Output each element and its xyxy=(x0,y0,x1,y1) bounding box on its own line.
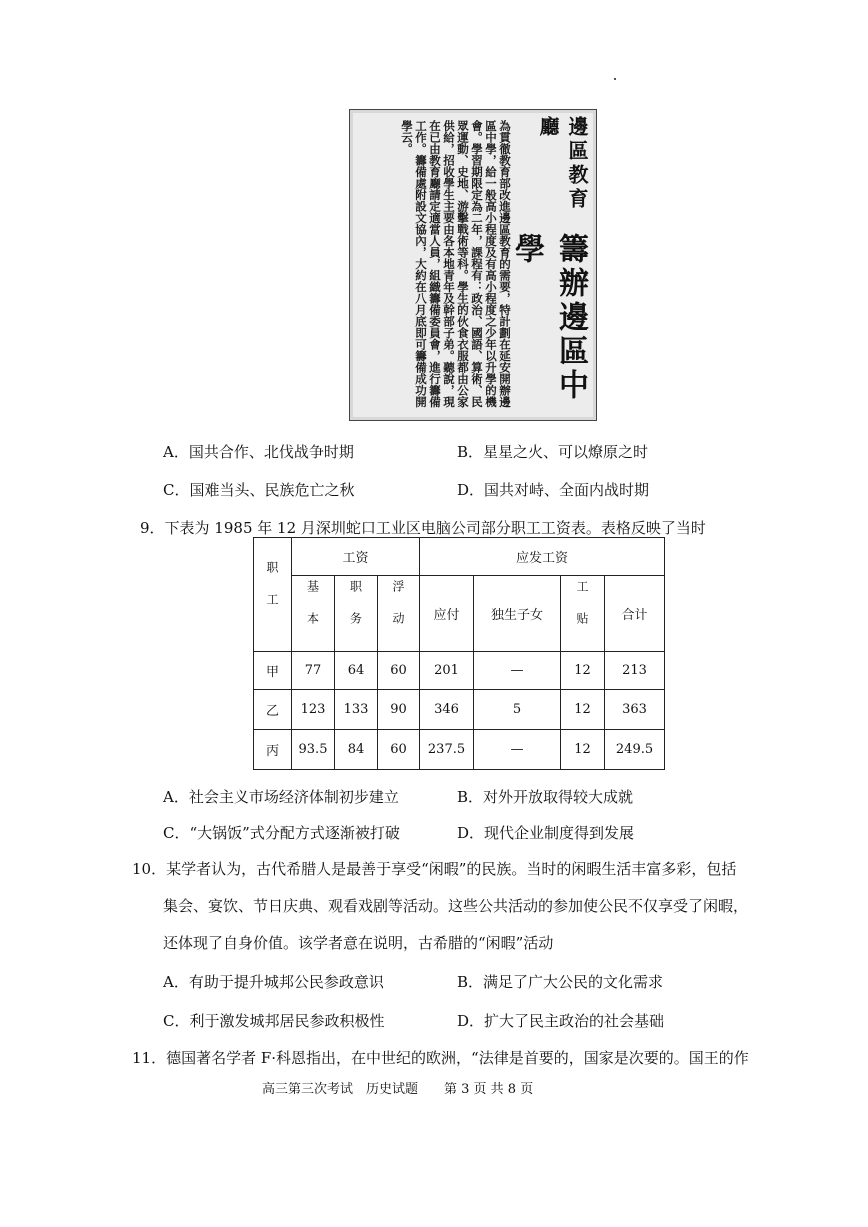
cell-onechild: — xyxy=(474,652,561,690)
cell-basic: 77 xyxy=(292,652,335,690)
header-wage-group: 工资 xyxy=(292,538,420,576)
header-basic: 基本 xyxy=(292,576,335,652)
q10-stem-line1: 10．某学者认为，古代希腊人是最善于享受“闲暇”的民族。当时的闲暇生活丰富多彩，包括 xyxy=(132,860,737,878)
q9-stem: 9．下表为 1985 年 12 月深圳蛇口工业区电脑公司部分职工工资表。表格反映了当时 xyxy=(140,519,706,537)
cell-pay: 237.5 xyxy=(420,730,474,770)
q10-option-b[interactable]: B．满足了广大公民的文化需求 xyxy=(457,973,664,991)
cell-total: 213 xyxy=(605,652,665,690)
table-row xyxy=(254,652,665,690)
cell-subsidy: 12 xyxy=(561,730,605,770)
header-total: 合计 xyxy=(605,576,665,652)
cell-subsidy: 12 xyxy=(561,690,605,730)
cell-post: 64 xyxy=(335,652,378,690)
q9-option-a[interactable]: A．社会主义市场经济体制初步建立 xyxy=(163,788,399,806)
q8-option-d[interactable]: D．国共对峙、全面内战时期 xyxy=(457,481,650,499)
q10-stem-line3: 还体现了自身价值。该学者意在说明，古希腊的“闲暇”活动 xyxy=(163,934,554,952)
q9-option-b[interactable]: B．对外开放取得较大成就 xyxy=(457,788,634,806)
q10-stem-line2: 集会、宴饮、节日庆典、观看戏剧等活动。这些公共活动的参加使公民不仅享受了闲暇， xyxy=(163,897,749,915)
q10-option-c[interactable]: C．利于激发城邦居民参政积极性 xyxy=(163,1012,385,1030)
q9-option-d[interactable]: D．现代企业制度得到发展 xyxy=(457,824,635,842)
q8-option-a[interactable]: A．国共合作、北伐战争时期 xyxy=(163,443,354,461)
q8-option-c[interactable]: C．国难当头、民族危亡之秋 xyxy=(163,481,355,499)
table-row xyxy=(254,690,665,730)
table-row xyxy=(254,730,665,770)
header-staff: 职工 xyxy=(254,538,292,652)
speck xyxy=(614,78,616,80)
cell-subsidy: 12 xyxy=(561,652,605,690)
cell-name: 丙 xyxy=(254,730,292,770)
page-footer: 高三第三次考试 历史试题 第 3 页 共 8 页 xyxy=(262,1082,534,1097)
header-payable-group: 应发工资 xyxy=(420,538,665,576)
clipping-header-small: 邊區教育廳 xyxy=(536,116,589,212)
clipping-body: 為貫徹教育部改進邊區教育的需要，特計劃在延安開辦邊區中學，給一般高小程度及有高小程度之少年以升學的機會。學習期限定為二年，課程有：政治、國語、算術、民眾運動、史地、游擊戰術等科。學生的伙食衣服都由公家供給，招收學生主要由各本地青年及幹部子弟。聽說，現在已由教育廳請定適當人員，組織籌備委員會，進行籌備工作。籌備處附設文協內，大約在八月底即可籌備成功開學云。 xyxy=(400,120,512,408)
q11-stem-line1: 11．德国著名学者 F·科恩指出，在中世纪的欧洲，“法律是首要的，国家是次要的。国王的作 xyxy=(132,1049,749,1067)
cell-basic: 123 xyxy=(292,690,335,730)
cell-onechild: — xyxy=(474,730,561,770)
q10-option-d[interactable]: D．扩大了民主政治的社会基础 xyxy=(457,1012,665,1030)
q9-option-c[interactable]: C．“大锅饭”式分配方式逐渐被打破 xyxy=(163,824,400,842)
cell-float: 90 xyxy=(378,690,420,730)
cell-name: 乙 xyxy=(254,690,292,730)
header-post: 职务 xyxy=(335,576,378,652)
header-pay: 应付 xyxy=(420,576,474,652)
q10-option-a[interactable]: A．有助于提升城邦公民参政意识 xyxy=(163,973,384,991)
cell-float: 60 xyxy=(378,652,420,690)
cell-total: 249.5 xyxy=(605,730,665,770)
cell-post: 84 xyxy=(335,730,378,770)
newspaper-clipping xyxy=(349,109,597,421)
cell-total: 363 xyxy=(605,690,665,730)
clipping-header-big: 籌辦邊區中學 xyxy=(509,233,588,404)
header-onechild: 独生子女 xyxy=(474,576,561,652)
cell-post: 133 xyxy=(335,690,378,730)
cell-float: 60 xyxy=(378,730,420,770)
clipping-header xyxy=(504,116,592,416)
header-subsidy: 工贴 xyxy=(561,576,605,652)
cell-name: 甲 xyxy=(254,652,292,690)
cell-basic: 93.5 xyxy=(292,730,335,770)
cell-onechild: 5 xyxy=(474,690,561,730)
q8-option-b[interactable]: B．星星之火、可以燎原之时 xyxy=(457,443,649,461)
wage-table xyxy=(253,537,665,770)
cell-pay: 346 xyxy=(420,690,474,730)
cell-pay: 201 xyxy=(420,652,474,690)
header-float: 浮动 xyxy=(378,576,420,652)
